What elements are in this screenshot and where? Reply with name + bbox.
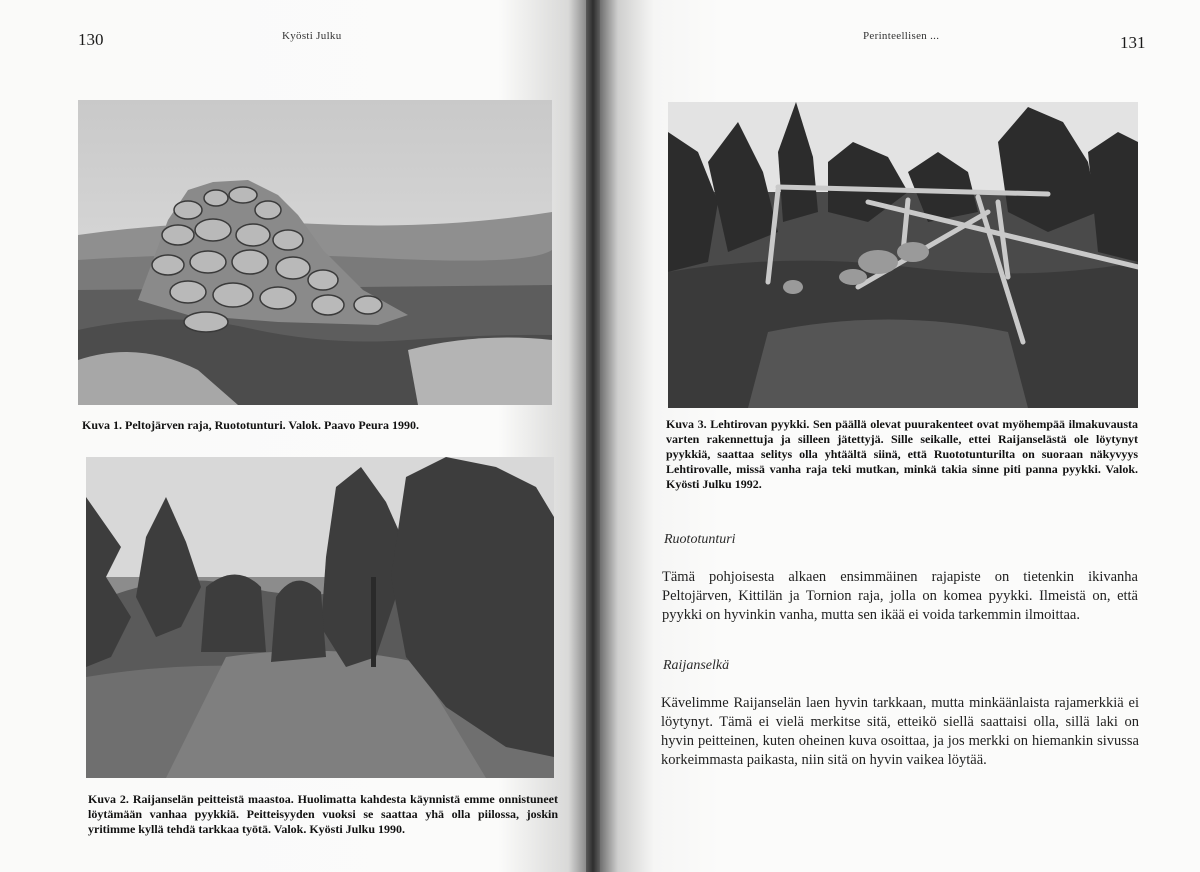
figure-2-caption: Kuva 2. Raijanselän peitteistä maastoa. Huolimatta kahdesta käynnistä emme onnistuneet löytämään vanhaa pyykkiä. Peitteisyyden vuoksi se saattaa yhä olla piilossa, joskin yritimme kyllä tehdä tarkkaa työtä. Valok. Kyösti Julku 1990.	[88, 792, 558, 836]
running-head-right: Perinteellisen ...	[863, 30, 940, 42]
section-heading-ruototunturi: Ruototunturi	[664, 532, 736, 547]
photo-wooden-structure	[668, 102, 1138, 408]
page-number-right: 131	[1120, 33, 1146, 52]
page-number-left: 130	[78, 30, 104, 49]
figure-1-caption: Kuva 1. Peltojärven raja, Ruototunturi. Valok. Paavo Peura 1990.	[82, 418, 419, 432]
section-text-raijanselka: Kävelimme Raijanselän laen hyvin tarkkaan, mutta minkäänlaista rajamerkkiä ei löytynyt. Tämä ei vielä merkitse sitä, etteikö siellä saattaisi olla, sillä laki on hyvin peitteinen, kuten oheinen kuva osoittaa, ja jos merkki on hiemankin sivussa korkeimmasta paikasta, niin sitä on hyvin vaikea löytää.	[661, 695, 1139, 768]
section-heading-raijanselka: Raijanselkä	[663, 658, 730, 673]
section-text-ruototunturi: Tämä pohjoisesta alkaen ensimmäinen rajapiste on tietenkin ikivanha Peltojärven, Kittilän ja Tornion raja, jolla on komea pyykki. Ilmeistä on, että pyykki on hyvinkin vanha, mutta sen ikää ei voida tarkemmin ilmoittaa.	[662, 569, 1138, 623]
book-gutter	[586, 0, 600, 872]
photo-forest-clearing	[86, 457, 554, 778]
photo-cairn	[78, 100, 552, 405]
left-page	[0, 0, 586, 872]
running-head-left: Kyösti Julku	[282, 30, 342, 42]
right-page	[600, 0, 1200, 872]
figure-3-caption: Kuva 3. Lehtirovan pyykki. Sen päällä olevat puurakenteet ovat myöhempää ilmakuvausta varten rakennettuja ja silleen jätettyjä. Sille seikalle, ettei Raijanselästä ole löytynyt pyykkiä, saattaa selitys olla yhtäältä siinä, että Ruototunturilta on suoraan näkyvyys Lehtirovalle, missä vanha raja teki mutkan, minkä takia sinne piti panna pyykki. Valok. Kyösti Julku 1992.	[666, 417, 1138, 491]
